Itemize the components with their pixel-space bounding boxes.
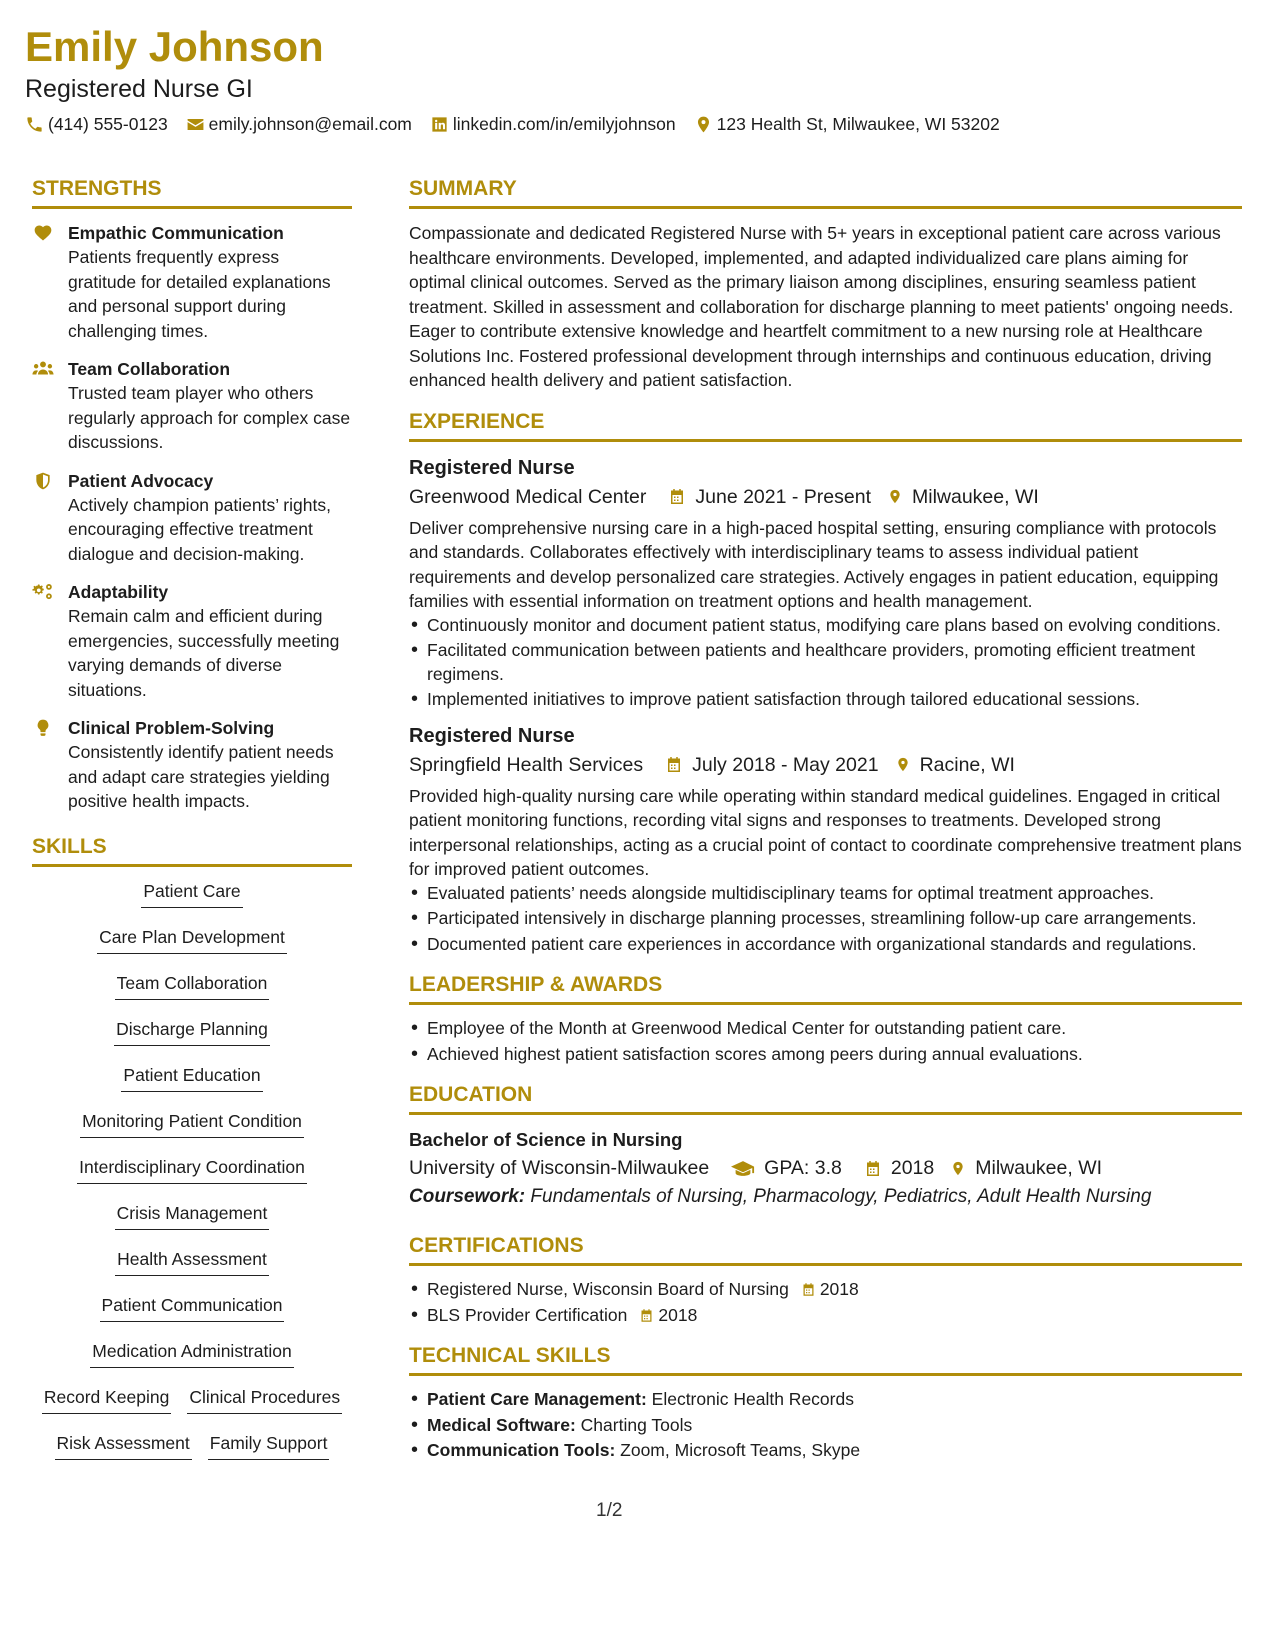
contact-address [694,114,1000,135]
contact-linkedin[interactable] [430,114,676,135]
skill-tag: Patient Communication [100,1293,285,1322]
strength-item [32,580,352,702]
skill-tag: Crisis Management [115,1201,270,1230]
job-entry [409,722,1242,957]
technical-skill-label: Patient Care Management: [427,1389,647,1409]
job-bullet: • Documented patient care experiences in accordance with organizational standards and regulations. [427,933,1242,957]
strength-item [32,469,352,567]
map-pin-icon [694,115,713,134]
skills-heading: SKILLS [32,834,352,867]
education-school: University of Wisconsin-Milwaukee [409,1157,710,1179]
job-meta [409,750,1242,780]
skill-tag: Discharge Planning [114,1017,270,1046]
lightbulb-icon [32,718,54,738]
experience-section [409,409,1242,957]
calendar-icon [864,1159,882,1178]
certification-year: 2018 [658,1304,698,1325]
leadership-heading: LEADERSHIP & AWARDS [409,972,1242,1005]
education-coursework [409,1183,1242,1211]
email-link[interactable]: emily.johnson@email.com [208,114,412,134]
contact-email[interactable] [186,114,412,135]
users-icon [32,359,54,379]
strength-desc: Patients frequently express gratitude for detailed explanations and personal support during challenging times. [68,247,331,341]
job-bullets [409,614,1242,712]
coursework-text: Fundamentals of Nursing, Pharmacology, Pediatrics, Adult Health Nursing [530,1186,1152,1207]
skill-tag: Patient Education [121,1063,262,1092]
skill-tag: Medication Administration [90,1339,293,1368]
strength-title: Empathic Communication [68,223,284,243]
education-meta [409,1153,1242,1183]
skill-tag: Health Assessment [115,1247,269,1276]
technical-skill-label: Communication Tools: [427,1440,616,1460]
strength-item [32,716,352,814]
certification-year: 2018 [819,1279,859,1299]
strength-desc: Remain calm and efficient during emergencies, successfully meeting varying demands of diverse situations. [68,606,340,700]
strength-desc: Actively champion patients’ rights, encouraging effective treatment dialogue and decision-making. [68,494,331,564]
job-bullet: • Implemented initiatives to improve patient satisfaction through tailored educational sessions. [427,688,1242,712]
job-title: Registered Nurse [409,456,575,479]
skill-tag: Family Support [208,1431,330,1460]
job-company: Springfield Health Services [409,753,644,776]
education-location: Milwaukee, WI [975,1157,1103,1179]
job-title: Registered Nurse [409,724,575,747]
skill-tag: Record Keeping [42,1385,172,1414]
job-dates: July 2018 - May 2021 [692,753,879,776]
candidate-title: Registered Nurse GI [25,75,253,103]
strengths-section [32,176,352,814]
technical-skills-heading: TECHNICAL SKILLS [409,1343,1242,1376]
strengths-heading: STRENGTHS [32,176,352,209]
contact-bar [25,114,1250,135]
job-location: Milwaukee, WI [912,485,1039,508]
education-degree: Bachelor of Science in Nursing [409,1129,683,1150]
certification-item [427,1278,1242,1302]
technical-skill-item [427,1388,1242,1412]
education-gpa: GPA: 3.8 [764,1157,842,1179]
education-year: 2018 [890,1157,935,1179]
skill-tag: Risk Assessment [55,1431,192,1460]
map-pin-icon [887,487,903,506]
graduation-cap-icon [731,1159,755,1178]
calendar-icon [668,487,686,506]
strength-item [32,221,352,343]
strength-desc: Consistently identify patient needs and adapt care strategies yielding positive health impacts. [68,742,334,811]
summary-section [409,176,1242,393]
job-bullets [409,882,1242,957]
education-section [409,1082,1242,1211]
certifications-section [409,1233,1242,1327]
strength-item [32,357,352,455]
shield-icon [32,471,54,491]
skill-tag: Care Plan Development [97,925,287,954]
strength-title: Adaptability [68,582,169,602]
job-bullet: • Facilitated communication between patients and healthcare providers, promoting efficient treatment regimens. [427,639,1242,686]
contact-phone [25,114,168,135]
skill-tag: Interdisciplinary Coordination [77,1155,307,1184]
strength-desc: Trusted team player who others regularly approach for complex case discussions. [68,383,351,452]
phone-text: (414) 555-0123 [48,114,168,134]
award-item: • Employee of the Month at Greenwood Medical Center for outstanding patient care. [427,1017,1242,1041]
resume-header [25,22,1250,135]
left-column [32,176,352,1477]
skill-tag: Team Collaboration [115,971,270,1000]
job-meta [409,482,1242,512]
skill-tag: Patient Care [141,879,242,908]
skill-tag: Monitoring Patient Condition [80,1109,304,1138]
technical-skill-item [427,1439,1242,1463]
certification-name: • BLS Provider Certification [427,1304,628,1325]
job-description: Provided high-quality nursing care while operating within standard medical guidelines. Engaged in critical patient monitoring functions, recording vital signs and responses to treatments. Developed strong interpersonal relationships, acting as a crucial point of contact to coordinate comprehensive treatment plans for improved patient outcomes. [409,785,1242,879]
address-text: 123 Health St, Milwaukee, WI 53202 [716,114,1000,134]
calendar-icon [639,1307,654,1324]
map-pin-icon [950,1159,966,1178]
linkedin-icon [430,115,449,134]
heart-icon [32,223,54,243]
leadership-section [409,972,1242,1066]
certifications-heading: CERTIFICATIONS [409,1233,1242,1266]
job-bullet: • Continuously monitor and document patient status, modifying care plans based on evolving conditions. [427,614,1242,638]
technical-skills-list [409,1388,1242,1463]
certification-item [427,1304,1242,1328]
technical-skill-label: Medical Software: [427,1414,576,1435]
technical-skill-value: Charting Tools [580,1414,693,1435]
strength-title: Team Collaboration [68,359,231,379]
calendar-icon [665,755,683,774]
strength-title: Patient Advocacy [68,470,214,491]
phone-icon [25,115,44,134]
linkedin-link[interactable]: linkedin.com/in/emilyjohnson [452,114,676,134]
technical-skill-item [427,1414,1242,1438]
page-number: 1/2 [596,1500,623,1521]
skills-section [32,834,352,1477]
job-location: Racine, WI [919,753,1015,776]
technical-skill-value: Electronic Health Records [651,1389,854,1409]
candidate-name: Emily Johnson [25,23,324,70]
envelope-icon [186,115,205,134]
experience-heading: EXPERIENCE [409,409,1242,442]
job-description: Deliver comprehensive nursing care in a high-paced hospital setting, ensuring compliance with protocols and standards. Collaborates effectively with interdisciplinary teams to assess individual patient requirements and develop personalized care strategies. Actively engages in patient education, equipping families with essential information on treatment options and health management. [409,517,1219,611]
certifications-list [409,1278,1242,1327]
strength-title: Clinical Problem-Solving [68,718,275,738]
skills-list [32,879,352,1477]
technical-skills-section [409,1343,1242,1463]
technical-skill-value: Zoom, Microsoft Teams, Skype [620,1440,861,1460]
job-company: Greenwood Medical Center [409,485,647,508]
gears-icon [32,582,54,602]
leadership-list [409,1017,1242,1066]
summary-heading: SUMMARY [409,176,1242,209]
calendar-icon [801,1281,816,1298]
skill-tag: Clinical Procedures [187,1385,342,1414]
coursework-label: Coursework: [409,1186,526,1207]
job-entry [409,454,1242,712]
award-item: • Achieved highest patient satisfaction scores among peers during annual evaluations. [427,1043,1242,1067]
job-dates: June 2021 - Present [695,485,871,508]
map-pin-icon [895,755,911,774]
job-bullet: • Participated intensively in discharge planning processes, streamlining follow-up care arrangements. [427,907,1242,931]
summary-text: Compassionate and dedicated Registered Nurse with 5+ years in exceptional patient care across various healthcare environments. Developed, implemented, and adapted individualized care plans aiming for optimal clinical outcomes. Served as the primary liaison among disciplines, ensuring seamless patient treatment. Skilled in assessment and collaboration for discharge planning to meet patients' ongoing needs. Eager to contribute extensive knowledge and heartfelt commitment to a new nursing role at Healthcare Solutions Inc. Fostered professional development through internships and continuous education, driving enhanced health delivery and patient satisfaction. [409,223,1234,390]
right-column [409,176,1242,1479]
job-bullet: • Evaluated patients’ needs alongside multidisciplinary teams for optimal treatment approaches. [427,882,1242,906]
education-heading: EDUCATION [409,1082,1242,1115]
certification-name: • Registered Nurse, Wisconsin Board of Nursing [427,1279,789,1299]
